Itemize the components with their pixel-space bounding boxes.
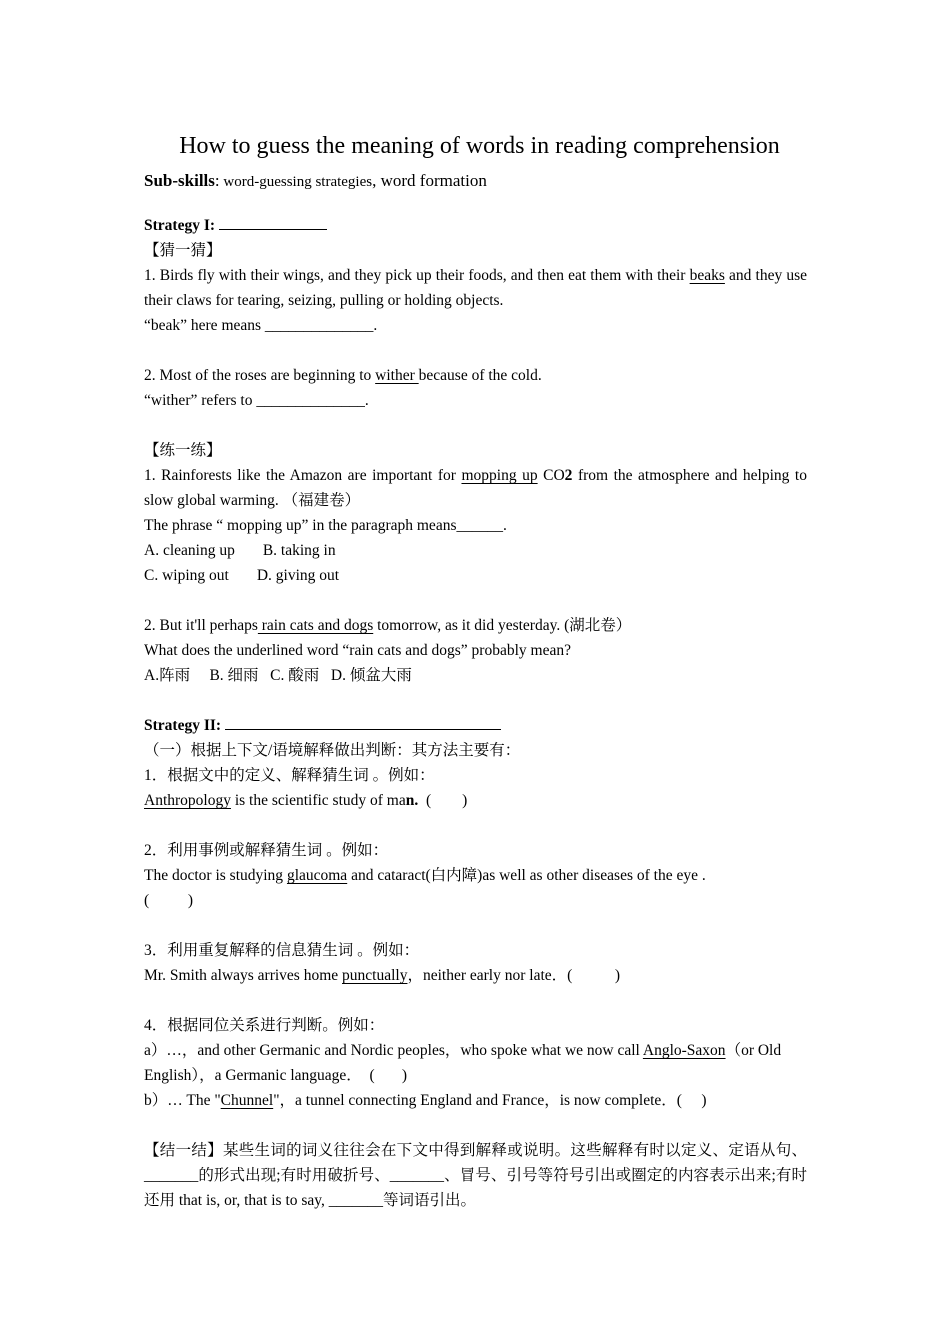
practice-tag: 【练一练】: [144, 442, 222, 459]
phrase-rain-cats-and-dogs: rain cats and dogs: [257, 617, 374, 634]
strategy-2-heading: Strategy II:: [144, 713, 807, 738]
word-anglo-saxon: Anglo-Saxon: [642, 1042, 726, 1059]
option-a: A. cleaning up: [144, 542, 235, 559]
guess-tag: 【猜一猜】: [144, 242, 222, 259]
worksheet-page: [144, 130, 807, 1213]
option-c: C. wiping out: [144, 567, 229, 584]
method-3-title: 3．利用重复解释的信息猜生词 。例如：: [144, 942, 420, 959]
method-1-example: Anthropology is the scientific study of man. ( ): [144, 792, 468, 809]
guess-question-2: 2. Most of the roses are beginning to wither because of the cold.: [144, 367, 542, 384]
subskills-label: Sub-skills: [144, 171, 215, 190]
summary-paragraph: 【结一结】某些生词的词义往往会在下文中得到解释或说明。这些解释有时以定义、定语从句、_______的形式出现;有时用破折号、_______、冒号、引号等符号引出或圈定的内容表示出来;有时还用 that is, or, that is to say, _______等词语引出。: [144, 1142, 807, 1209]
method-2-paren: ( ): [144, 892, 194, 909]
method-2-title: 2．利用事例或解释猜生词 。例如：: [144, 842, 389, 859]
strategy-1-heading: Strategy I:: [144, 213, 807, 238]
phrase-mopping-up: mopping up: [461, 467, 538, 484]
subskills-line: Sub-skills: word-guessing strategies, word formation: [144, 171, 487, 190]
word-punctually: punctually: [342, 967, 408, 984]
method-4-title: 4．根据同位关系进行判断。例如：: [144, 1017, 385, 1034]
practice-question-1-options-ab: [144, 538, 807, 563]
option-b: B. taking in: [262, 542, 336, 559]
word-wither: wither: [375, 367, 419, 384]
practice-question-1-options-cd: [144, 563, 807, 588]
guess-question-1-ask: “beak” here means ______________.: [144, 317, 378, 334]
word-chunnel: Chunnel: [220, 1092, 274, 1109]
strategy-1-answer-blank[interactable]: [219, 214, 327, 230]
practice-question-1: 1. Rainforests like the Amazon are important for mopping up CO2 from the atmosphere and helping to slow global warming. （福建卷）: [144, 467, 807, 509]
practice-question-2: 2. But it'll perhaps rain cats and dogs tomorrow, as it did yesterday. (湖北卷）: [144, 617, 632, 634]
method-2-example: The doctor is studying glaucoma and cataract(白内障)as well as other diseases of the eye .: [144, 867, 706, 884]
word-glaucoma: glaucoma: [286, 867, 348, 884]
strategy-2-answer-blank[interactable]: [225, 714, 501, 730]
practice-question-2-ask: What does the underlined word “rain cats and dogs” probably mean?: [144, 642, 571, 659]
option-d: D. giving out: [256, 567, 340, 584]
method-4-example-b: b）… The "Chunnel"，a tunnel connecting England and France，is now complete．( ): [144, 1092, 707, 1109]
page-title: How to guess the meaning of words in reading comprehension: [179, 133, 780, 159]
guess-question-2-ask: “wither” refers to ______________.: [144, 392, 369, 409]
strategy-2-intro: （一）根据上下文/语境解释做出判断：其方法主要有：: [144, 742, 521, 759]
method-4-example-a: a）…，and other Germanic and Nordic peoples，who spoke what we now call Anglo-Saxon（or Old English），a Germanic language． ( ): [144, 1042, 785, 1084]
method-3-example: Mr. Smith always arrives home punctually，neither early nor late．( ): [144, 967, 621, 984]
practice-question-1-ask: The phrase “ mopping up” in the paragraph means______.: [144, 517, 507, 534]
practice-question-2-options: A.阵雨 B. 细雨 C. 酸雨 D. 倾盆大雨: [144, 667, 412, 684]
guess-question-1: 1. Birds fly with their wings, and they pick up their foods, and then eat them with their beaks and they use their claws for tearing, seizing, pulling or holding objects.: [144, 267, 808, 309]
method-1-title: 1．根据文中的定义、解释猜生词 。例如：: [144, 767, 435, 784]
word-anthropology: Anthropology: [144, 792, 231, 809]
word-beaks: beaks: [689, 267, 725, 284]
